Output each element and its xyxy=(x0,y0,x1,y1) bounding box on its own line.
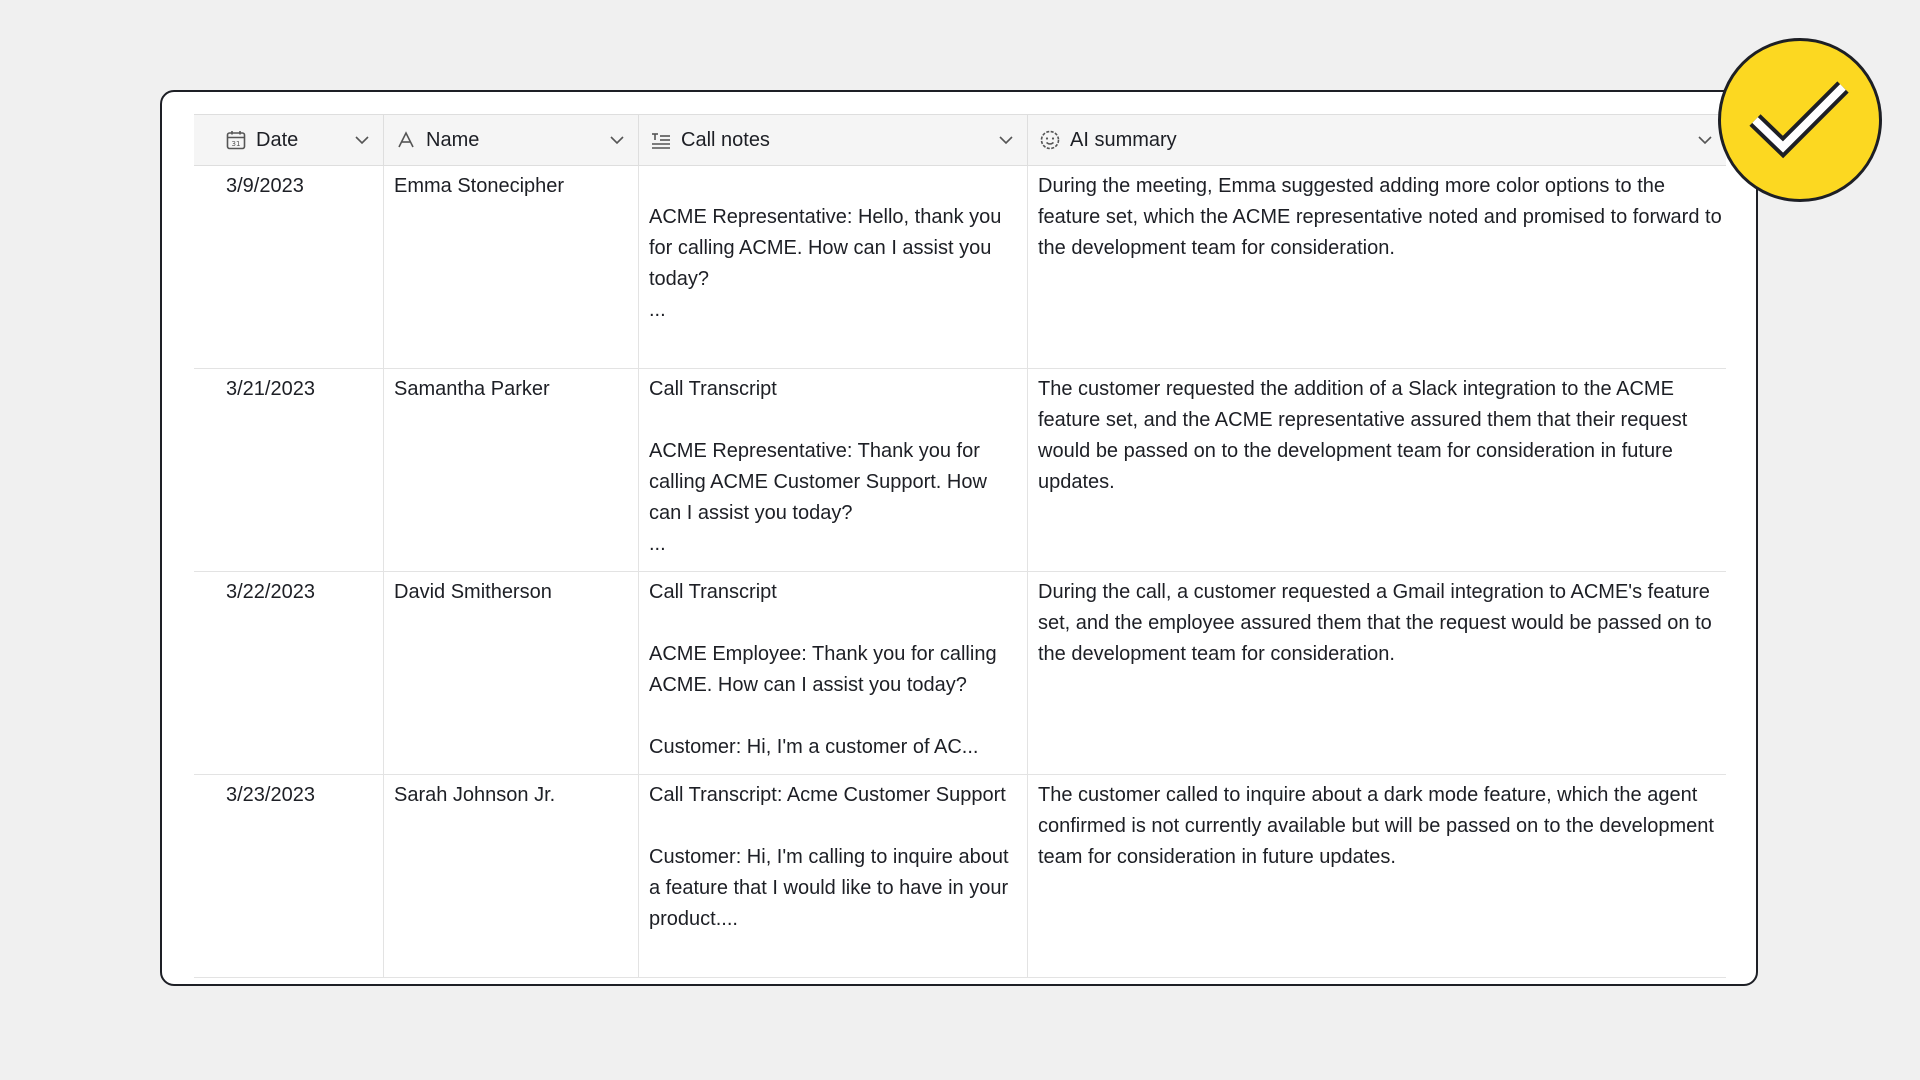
column-header-name[interactable] xyxy=(384,115,639,165)
ai-summary-cell[interactable]: The customer requested the addition of a Slack integration to the ACME feature set, and the ACME representative assured them that their request would be passed on to the development team for consideration in future updates. xyxy=(1038,378,1693,493)
table-row[interactable] xyxy=(194,775,1726,978)
column-header-ai-summary[interactable] xyxy=(1028,115,1726,165)
checkmark-badge xyxy=(1718,38,1882,202)
name-cell[interactable]: Sarah Johnson Jr. xyxy=(384,775,639,977)
column-label: Call notes xyxy=(681,128,770,151)
table-row[interactable] xyxy=(194,369,1726,572)
name-cell[interactable]: David Smitherson xyxy=(384,572,639,774)
name-cell[interactable]: Samantha Parker xyxy=(384,369,639,571)
table-row[interactable] xyxy=(194,572,1726,775)
ai-summary-cell[interactable]: The customer called to inquire about a dark mode feature, which the agent confirmed is not currently available but will be passed on to the development team for consideration in future updates. xyxy=(1038,784,1720,868)
svg-text:31: 31 xyxy=(231,140,241,148)
chevron-down-icon[interactable] xyxy=(606,129,628,151)
date-cell[interactable]: 3/22/2023 xyxy=(194,572,384,774)
name-cell[interactable]: Emma Stonecipher xyxy=(384,166,639,368)
column-label: Name xyxy=(426,128,480,151)
call-notes-cell[interactable]: Call Transcript: Acme Customer Support Customer: Hi, I'm calling to inquire about a feature that I would like to have in your product.... xyxy=(639,775,1028,977)
column-header-call-notes[interactable] xyxy=(639,115,1028,165)
column-label: AI summary xyxy=(1070,128,1177,151)
text-field-icon xyxy=(394,128,418,152)
long-text-icon xyxy=(649,128,673,152)
date-cell[interactable]: 3/21/2023 xyxy=(194,369,384,571)
ai-smiley-icon xyxy=(1038,128,1062,152)
table-card xyxy=(160,90,1758,986)
ai-summary-cell[interactable]: During the meeting, Emma suggested adding more color options to the feature set, which the ACME representative noted and promised to forward to the development team for consideration. xyxy=(1038,175,1728,259)
chevron-down-icon[interactable] xyxy=(995,129,1017,151)
calendar-icon xyxy=(224,128,248,152)
call-notes-cell[interactable]: Call Transcript ACME Employee: Thank you for calling ACME. How can I assist you today? Customer: Hi, I'm a customer of AC... xyxy=(639,572,1028,774)
chevron-down-icon[interactable] xyxy=(351,129,373,151)
checkmark-icon xyxy=(1745,75,1855,165)
column-label: Date xyxy=(256,128,299,151)
date-cell[interactable]: 3/23/2023 xyxy=(194,775,384,977)
call-notes-cell[interactable]: ACME Representative: Hello, thank you for calling ACME. How can I assist you today? ... xyxy=(639,166,1028,368)
date-cell[interactable]: 3/9/2023 xyxy=(194,166,384,368)
grid-header xyxy=(194,114,1726,166)
table-row[interactable] xyxy=(194,166,1726,369)
column-header-date[interactable] xyxy=(194,115,384,165)
call-notes-cell[interactable]: Call Transcript ACME Representative: Thank you for calling ACME Customer Support. How can I assist you today? ... xyxy=(639,369,1028,571)
chevron-down-icon[interactable] xyxy=(1694,129,1716,151)
data-grid xyxy=(194,114,1726,978)
ai-summary-cell[interactable]: During the call, a customer requested a Gmail integration to ACME's feature set, and the employee assured them that the request would be passed on to the development team for consideration. xyxy=(1038,581,1718,665)
